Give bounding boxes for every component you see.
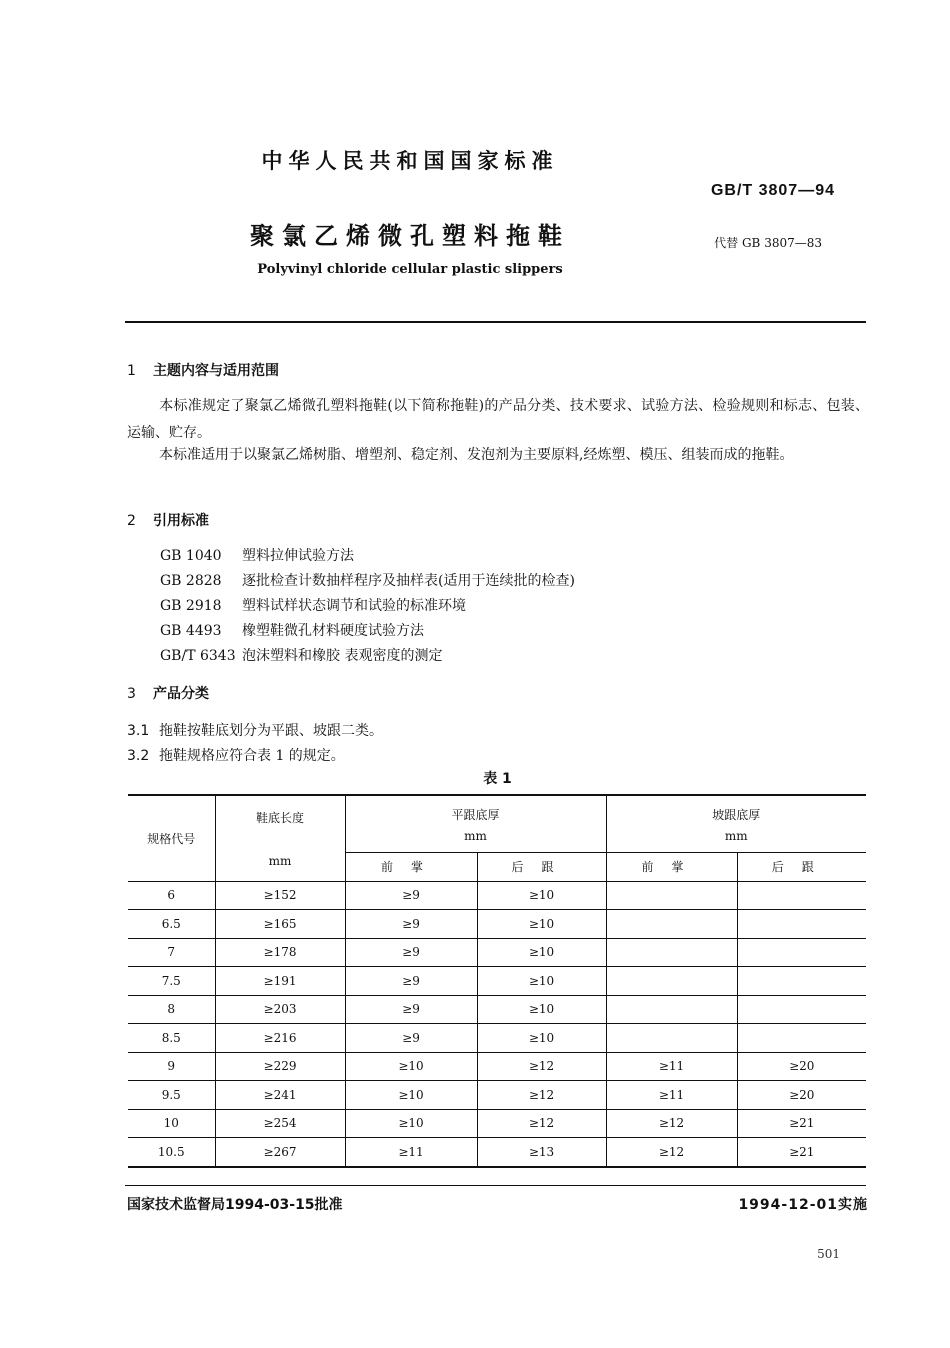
- cell-flat-heel: ≥10: [477, 995, 606, 1024]
- section-1-paragraph-2: [127, 442, 869, 469]
- cell-length: ≥267: [215, 1138, 345, 1167]
- cell-wedge-heel: [737, 967, 866, 996]
- cell-wedge-front: [606, 910, 737, 939]
- approval-statement: 国家技术监督局1994-03-15批准: [127, 1197, 343, 1213]
- header-divider: [125, 321, 866, 323]
- section-3-heading: [127, 683, 209, 703]
- reference-title: 橡塑鞋微孔材料硬度试验方法: [242, 623, 424, 639]
- cell-length: ≥165: [215, 910, 345, 939]
- table-row: [128, 881, 866, 910]
- table-caption: 表 1: [483, 771, 512, 787]
- cell-wedge-front: [606, 881, 737, 910]
- table-row: [128, 995, 866, 1024]
- cell-size: 7.5: [128, 967, 215, 996]
- reference-title: 逐批检查计数抽样程序及抽样表(适用于连续批的检查): [242, 573, 575, 589]
- cell-size: 9.5: [128, 1081, 215, 1110]
- clause-3-2: [127, 745, 345, 765]
- header-unit: mm: [724, 828, 748, 843]
- cell-size: 9: [128, 1052, 215, 1081]
- cell-length: ≥216: [215, 1024, 345, 1053]
- cell-flat-heel: ≥13: [477, 1138, 606, 1167]
- cell-length: ≥229: [215, 1052, 345, 1081]
- cell-wedge-front: [606, 1024, 737, 1053]
- cell-length: ≥254: [215, 1109, 345, 1138]
- section-title: 主题内容与适用范围: [153, 363, 279, 379]
- cell-wedge-heel: [737, 938, 866, 967]
- cell-length: ≥178: [215, 938, 345, 967]
- cell-wedge-heel: [737, 910, 866, 939]
- slipper-size-table: [128, 794, 866, 1168]
- section-title: 引用标准: [153, 513, 209, 529]
- cell-wedge-heel: [737, 881, 866, 910]
- cell-size: 6.5: [128, 910, 215, 939]
- section-2-heading: [127, 510, 209, 530]
- cell-size: 8.5: [128, 1024, 215, 1053]
- cell-wedge-heel: [737, 995, 866, 1024]
- cell-flat-heel: ≥10: [477, 967, 606, 996]
- table-row: [128, 910, 866, 939]
- section-number: 3: [127, 686, 136, 702]
- table-row: [128, 1024, 866, 1053]
- cell-size: 8: [128, 995, 215, 1024]
- cell-wedge-front: ≥11: [606, 1052, 737, 1081]
- cell-wedge-heel: [737, 1024, 866, 1053]
- reference-item: [160, 545, 354, 565]
- col-header-length: [215, 795, 345, 881]
- cell-flat-front: ≥9: [345, 938, 477, 967]
- section-1-paragraph-1: [127, 393, 869, 447]
- national-standard-heading: 中华人民共和国国家标准: [261, 149, 559, 173]
- replaces-standard: 代替 GB 3807—83: [714, 236, 822, 250]
- clause-3-1: [127, 720, 383, 740]
- reference-code: GB 2828: [160, 573, 222, 589]
- cell-wedge-front: [606, 967, 737, 996]
- cell-flat-front: ≥9: [345, 1024, 477, 1053]
- cell-flat-front: ≥10: [345, 1109, 477, 1138]
- footer-divider: [125, 1185, 866, 1186]
- reference-code: GB 2918: [160, 598, 222, 614]
- clause-number: 3.1: [127, 723, 150, 739]
- header-label: 平跟底厚: [451, 807, 500, 822]
- reference-title: 泡沫塑料和橡胶 表观密度的测定: [242, 648, 443, 664]
- implementation-date: 1994-12-01实施: [738, 1197, 868, 1213]
- cell-flat-front: ≥9: [345, 881, 477, 910]
- reference-code: GB/T 6343: [160, 648, 236, 664]
- cell-wedge-front: ≥12: [606, 1138, 737, 1167]
- reference-title: 塑料试样状态调节和试验的标准环境: [242, 598, 466, 614]
- section-1-heading: [127, 360, 279, 380]
- cell-length: ≥241: [215, 1081, 345, 1110]
- table-row: [128, 967, 866, 996]
- reference-item: [160, 620, 424, 640]
- cell-length: ≥152: [215, 881, 345, 910]
- paragraph-text: 本标准适用于以聚氯乙烯树脂、增塑剂、稳定剂、发泡剂为主要原料,经炼塑、模压、组装而成的拖鞋。: [159, 447, 794, 463]
- cell-size: 10: [128, 1109, 215, 1138]
- cell-wedge-front: [606, 995, 737, 1024]
- document-title-cn: 聚氯乙烯微孔塑料拖鞋: [250, 222, 570, 250]
- cell-flat-heel: ≥10: [477, 910, 606, 939]
- header-unit: mm: [464, 828, 487, 843]
- col-header-flat-heel: [345, 795, 606, 853]
- page-number: 501: [817, 1247, 840, 1261]
- document-title-en: Polyvinyl chloride cellular plastic slippers: [257, 262, 563, 277]
- cell-length: ≥191: [215, 967, 345, 996]
- col-header-wedge-heel: [606, 795, 866, 853]
- cell-size: 10.5: [157, 1144, 185, 1159]
- cell-flat-heel: ≥12: [477, 1052, 606, 1081]
- cell-flat-front: ≥11: [345, 1138, 477, 1167]
- reference-title: 塑料拉伸试验方法: [242, 548, 354, 564]
- reference-item: [160, 595, 466, 615]
- header-unit: mm: [268, 853, 292, 868]
- header-label: 坡跟底厚: [712, 807, 761, 822]
- cell-wedge-heel: ≥21: [737, 1138, 866, 1167]
- table-row: [128, 1081, 866, 1110]
- col-header-size: 规格代号: [128, 795, 215, 881]
- reference-code: GB 4493: [160, 623, 222, 639]
- cell-flat-heel: ≥10: [477, 881, 606, 910]
- cell-wedge-heel: ≥20: [737, 1081, 866, 1110]
- table-row: [128, 938, 866, 967]
- cell-wedge-front: ≥12: [606, 1109, 737, 1138]
- reference-item: [160, 570, 575, 590]
- cell-flat-heel: ≥12: [477, 1081, 606, 1110]
- cell-flat-front: ≥9: [345, 967, 477, 996]
- cell-flat-heel: ≥12: [477, 1109, 606, 1138]
- cell-flat-front: ≥9: [345, 995, 477, 1024]
- subheader-flat-front: 前掌: [345, 853, 477, 882]
- table-row: [128, 1138, 866, 1167]
- cell-length: ≥203: [215, 995, 345, 1024]
- section-number: 1: [127, 363, 136, 379]
- cell-wedge-heel: ≥20: [737, 1052, 866, 1081]
- cell-flat-front: ≥10: [345, 1052, 477, 1081]
- cell-flat-front: ≥9: [345, 910, 477, 939]
- cell-wedge-front: [606, 938, 737, 967]
- cell-flat-heel: ≥10: [477, 1024, 606, 1053]
- section-number: 2: [127, 513, 136, 529]
- table-row: [128, 1052, 866, 1081]
- cell-flat-heel: ≥10: [477, 938, 606, 967]
- cell-wedge-heel: ≥21: [737, 1109, 866, 1138]
- subheader-wedge-front: 前掌: [606, 853, 737, 882]
- cell-size: 6: [128, 881, 215, 910]
- subheader-flat-heel: 后跟: [477, 853, 606, 882]
- standard-number: GB/T 3807—94: [710, 182, 835, 199]
- reference-item: [160, 645, 442, 665]
- reference-code: GB 1040: [160, 548, 222, 564]
- subheader-wedge-heel: 后跟: [737, 853, 866, 882]
- cell-size: 7: [128, 938, 215, 967]
- clause-text: 拖鞋规格应符合表 1 的规定。: [159, 748, 345, 764]
- section-title: 产品分类: [153, 686, 209, 702]
- clause-text: 拖鞋按鞋底划分为平跟、坡跟二类。: [159, 723, 383, 739]
- cell-flat-front: ≥10: [345, 1081, 477, 1110]
- paragraph-text: 本标准规定了聚氯乙烯微孔塑料拖鞋(以下简称拖鞋)的产品分类、技术要求、试验方法、检验规则和标志、包装、运输、贮存。: [127, 398, 869, 441]
- table-row: [128, 1109, 866, 1138]
- clause-number: 3.2: [127, 748, 150, 764]
- header-label: 鞋底长度: [255, 810, 304, 825]
- cell-wedge-front: ≥11: [606, 1081, 737, 1110]
